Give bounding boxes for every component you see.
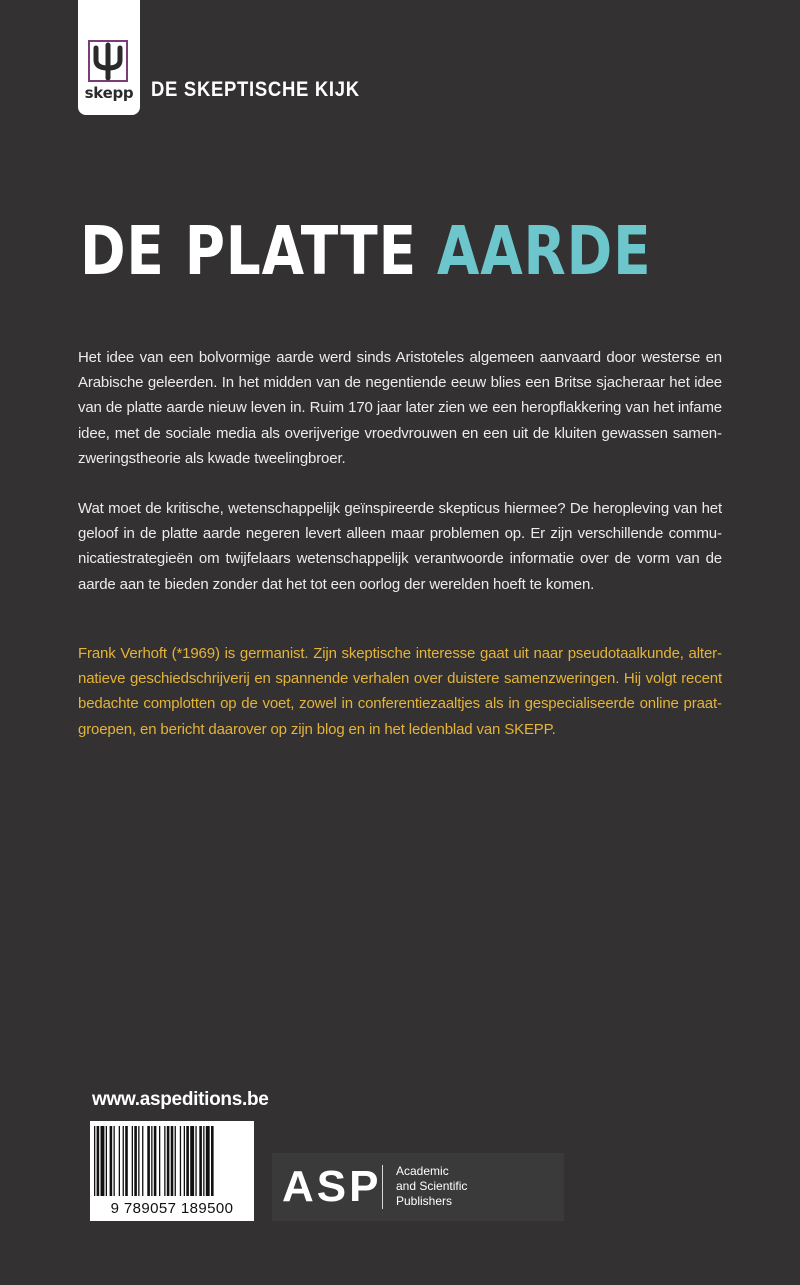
publisher-name-line: and Scientific [396,1179,468,1193]
title-part-1: DE PLATTE [80,212,417,290]
publisher-divider [382,1165,383,1209]
logo-wordmark: skepp [84,84,134,102]
publisher-website[interactable]: www.aspeditions.be [92,1089,269,1110]
barcode-icon [94,1126,250,1196]
isbn-number: 9 789057 189500 [110,1200,234,1217]
author-bio: Frank Verhoft (*1969) is germanist. Zijn skeptische interesse gaat uit naar pseudotaalkunde, alternatieve geschiedschrijverij en spannende verhalen over duistere samenzweringen. Hij volgt recent bedachte complotten op de voet, zowel in conferentiezaaltjes als in gespecialiseerde online praatgroepen, en bericht daarover op zijn blog en in het ledenblad van SKEPP. [78,645,722,738]
blurb-paragraph-2: Wat moet de kritische, wetenschappelijk geïnspireerde skepticus hiermee? De heropleving van het geloof in de platte aarde negeren levert alleen maar problemen op. Er zijn verschillende communicatiestrategieën om twijfelaars wetenschappelijk verantwoorde informatie over de vorm van de aarde aan te bieden zonder dat het tot een oorlog der werelden hoeft te komen. [78,500,722,593]
publisher-name [396,1164,556,1209]
blurb-paragraph-1: Het idee van een bolvormige aarde werd sinds Aristoteles algemeen aanvaard door westerse en Arabische geleerden. In het midden van de negentiende eeuw blies een Britse sjacheraar het idee van de platte aarde nieuw leven in. Ruim 170 jaar later zien we een heropflakkering van het infame idee, met de sociale media als overijverige vroedvrouwen en een uit de kluiten gewassen samenzweringstheorie als kwade tweelingbroer. [78,349,722,467]
book-title [80,212,652,290]
psi-icon [88,40,128,82]
publisher-name-line: Publishers [396,1194,453,1208]
publisher-name-line: Academic [396,1164,449,1178]
series-name: DE SKEPTISCHE KIJK [151,78,360,101]
title-part-2: AARDE [436,212,652,290]
publisher-abbreviation: ASP [282,1162,382,1211]
skepp-logo [78,0,140,115]
isbn-barcode [90,1121,254,1221]
publisher-logo [272,1153,564,1221]
